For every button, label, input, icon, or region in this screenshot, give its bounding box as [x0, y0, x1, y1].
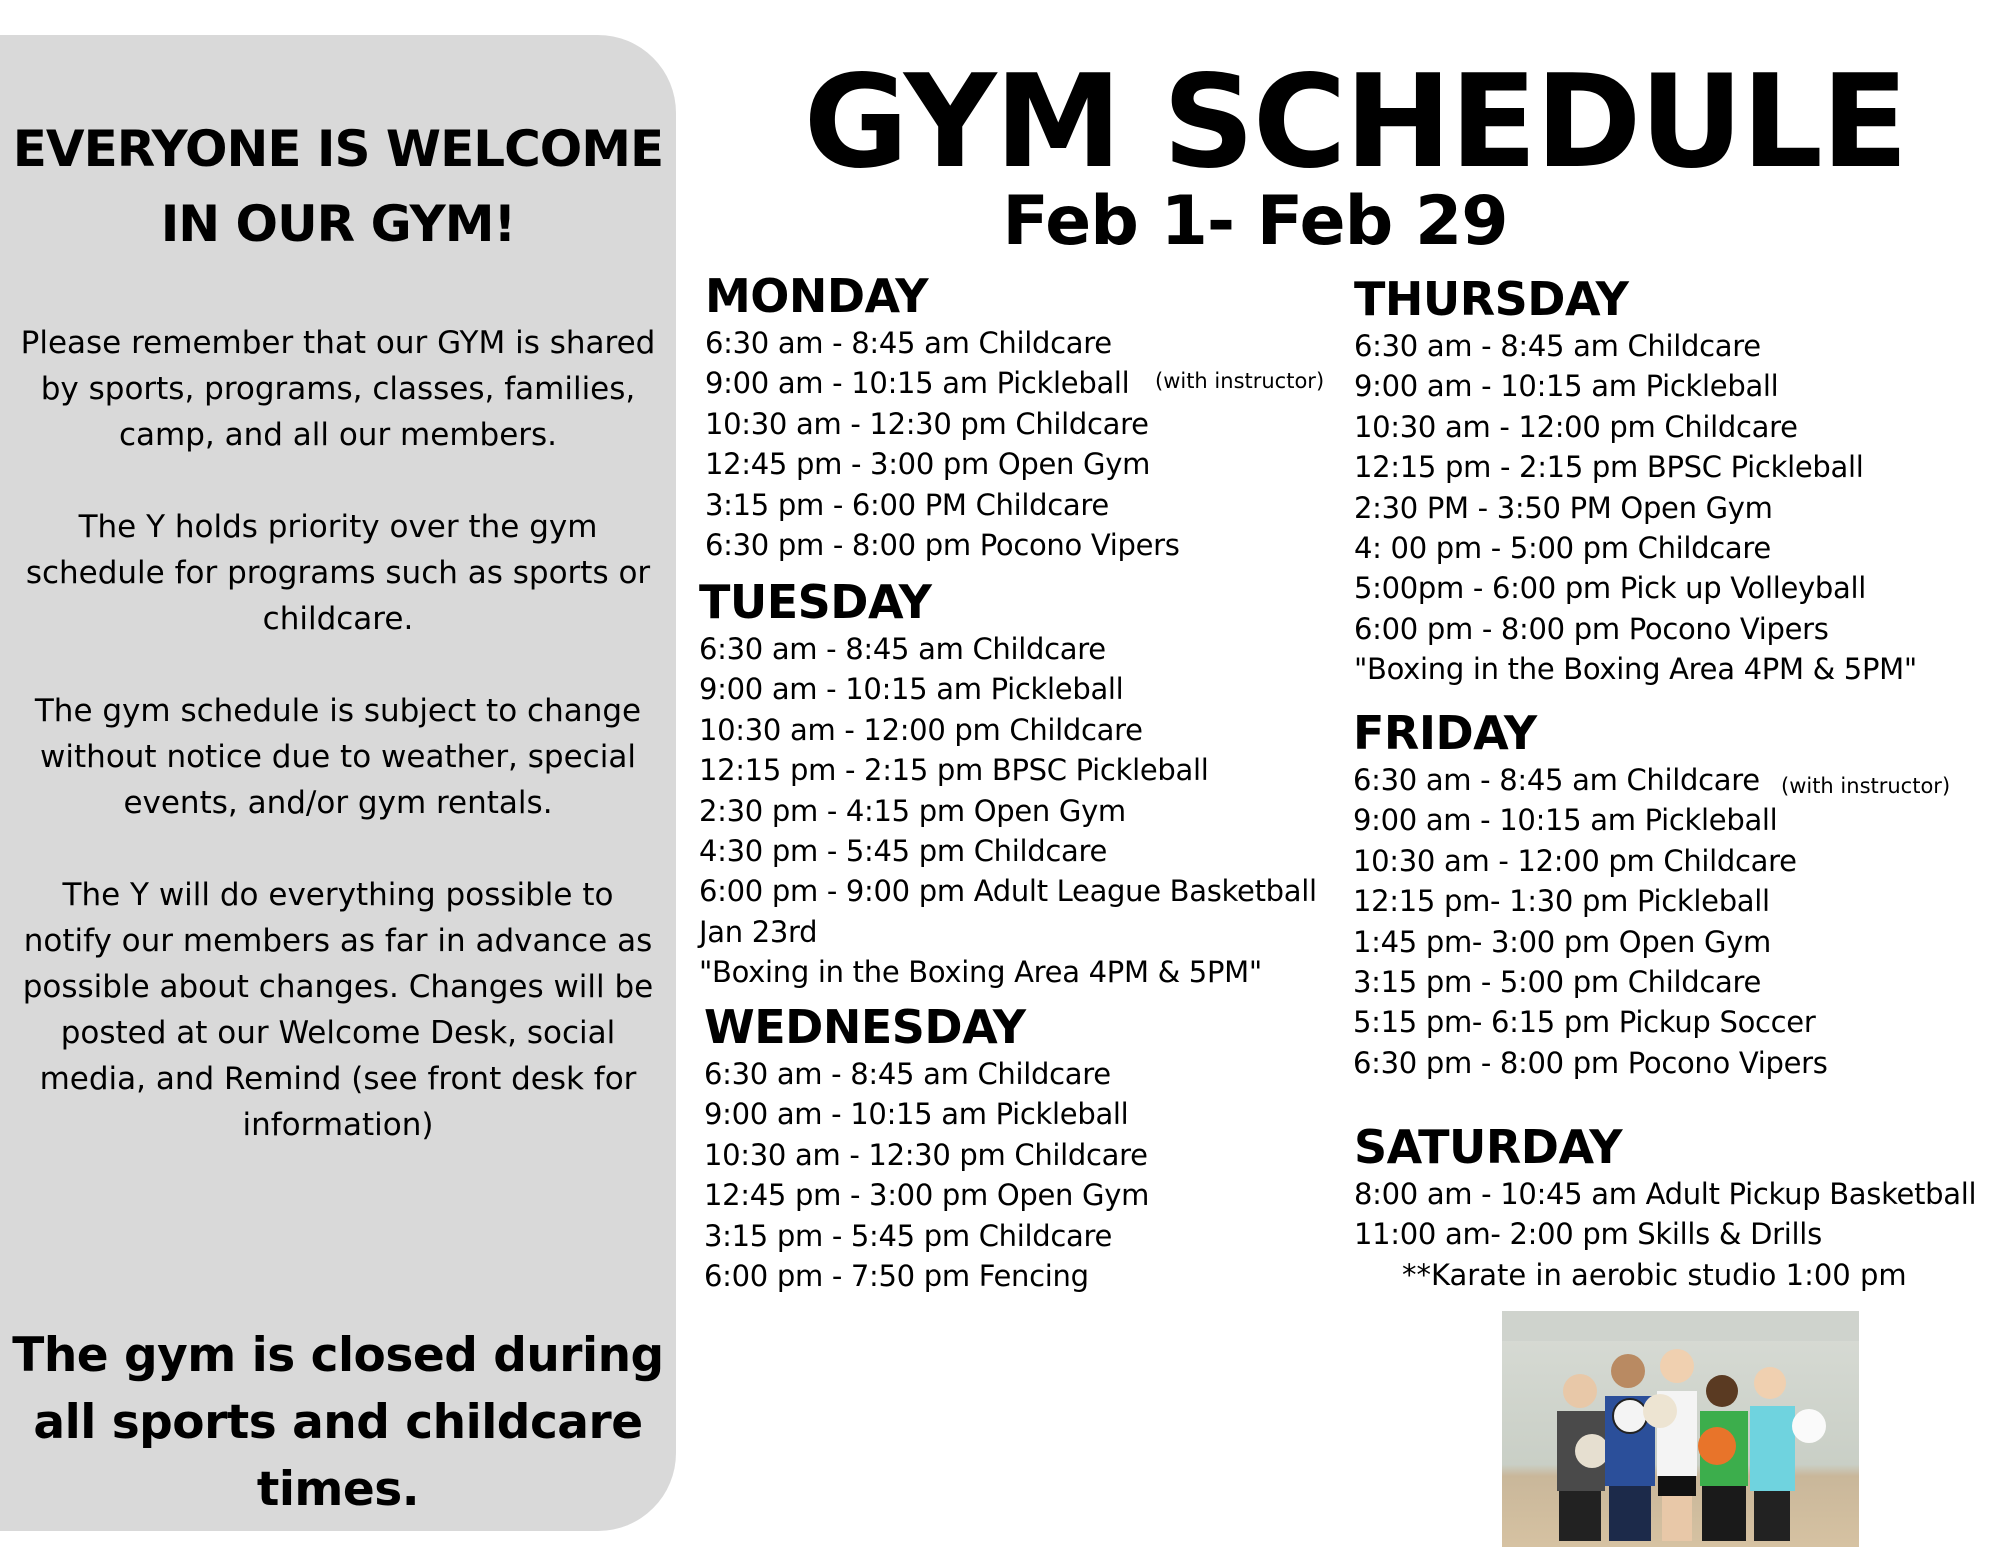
saturday-schedule-list	[1354, 1174, 1976, 1255]
closed-notice: The gym is closed during all sports and childcare times.	[12, 1328, 664, 1517]
schedule-item: 9:00 am - 10:15 am Pickleball	[1354, 369, 1779, 404]
day-monday	[705, 269, 1180, 565]
date-range: Feb 1- Feb 29	[1002, 182, 1508, 261]
schedule-item: 6:30 pm - 8:00 pm Pocono Vipers	[705, 528, 1180, 563]
wednesday-schedule-list	[704, 1054, 1149, 1296]
schedule-item: 10:30 am - 12:00 pm Childcare	[1353, 843, 1797, 878]
day-friday	[1353, 706, 1828, 1083]
welcome-line-2: IN OUR GYM!	[160, 195, 516, 253]
schedule-item: 12:45 pm - 3:00 pm Open Gym	[705, 447, 1151, 482]
schedule-item: 6:30 am - 8:45 am Childcare	[1354, 329, 1761, 363]
schedule-item: 6:30 am - 8:45 am Childcare	[1353, 763, 1760, 797]
karate-note: **Karate in aerobic studio 1:00 pm	[1402, 1257, 1907, 1292]
schedule-item: 1:45 pm- 3:00 pm Open Gym	[1353, 924, 1771, 959]
tuesday-heading: TUESDAY	[699, 575, 932, 629]
page-title: GYM SCHEDULE	[803, 48, 1907, 197]
schedule-item: 12:15 pm - 2:15 pm BPSC Pickleball	[1354, 450, 1864, 485]
schedule-item: 11:00 am- 2:00 pm Skills & Drills	[1354, 1217, 1822, 1252]
schedule-item: 6:00 pm - 8:00 pm Pocono Vipers	[1354, 611, 1829, 646]
schedule-item: 5:00pm - 6:00 pm Pick up Volleyball	[1354, 571, 1867, 606]
policy-paragraph: The Y holds priority over the gym schedule for programs such as sports or childcare.	[25, 509, 651, 637]
schedule-item: 10:30 am - 12:30 pm Childcare	[704, 1137, 1148, 1172]
monday-heading: MONDAY	[705, 269, 929, 323]
schedule-item: 8:00 am - 10:45 am Adult Pickup Basketball	[1354, 1177, 1977, 1211]
schedule-item: 12:15 pm - 2:15 pm BPSC Pickleball	[699, 753, 1209, 788]
day-wednesday	[704, 1000, 1149, 1296]
tuesday-schedule-list	[699, 629, 1317, 993]
schedule-item: 4:30 pm - 5:45 pm Childcare	[699, 834, 1108, 869]
schedule-item: 9:00 am - 10:15 am Pickleball	[705, 366, 1130, 401]
schedule-item: "Boxing in the Boxing Area 4PM & 5PM"	[1354, 652, 1917, 687]
kids-with-balls-photo	[1502, 1311, 1859, 1547]
schedule-item: 9:00 am - 10:15 am Pickleball	[699, 672, 1124, 707]
day-saturday	[1354, 1120, 1976, 1295]
schedule-item: 6:30 am - 8:45 am Childcare	[704, 1057, 1111, 1091]
friday-instructor-note: (with instructor)	[1781, 774, 1951, 798]
friday-heading: FRIDAY	[1353, 706, 1537, 760]
monday-instructor-note: (with instructor)	[1155, 369, 1325, 393]
schedule-item: 3:15 pm - 6:00 PM Childcare	[705, 487, 1109, 522]
schedule-item: 10:30 am - 12:00 pm Childcare	[1354, 409, 1798, 444]
schedule-item: 3:15 pm - 5:45 pm Childcare	[704, 1218, 1113, 1253]
schedule-item: "Boxing in the Boxing Area 4PM & 5PM"	[699, 955, 1262, 990]
policy-paragraph: Please remember that our GYM is shared by sports, programs, classes, families, camp, and all our members.	[20, 325, 656, 453]
schedule-item: 6:00 pm - 9:00 pm Adult League Basketball	[699, 874, 1317, 909]
schedule-item: 10:30 am - 12:00 pm Childcare	[699, 712, 1143, 747]
schedule-item: 12:15 pm- 1:30 pm Pickleball	[1353, 884, 1770, 919]
schedule-item: 6:30 am - 8:45 am Childcare	[705, 326, 1112, 360]
friday-schedule-list	[1353, 760, 1828, 1083]
policy-paragraph: The Y will do everything possible to notify our members as far in advance as possible about changes. Changes will be posted at our Welcome Desk, social media, and Remind (see front desk for information)	[22, 877, 654, 1143]
thursday-schedule-list	[1354, 326, 1917, 690]
schedule-item: 5:15 pm- 6:15 pm Pickup Soccer	[1353, 1005, 1816, 1040]
schedule-item: 6:30 pm - 8:00 pm Pocono Vipers	[1353, 1045, 1828, 1080]
schedule-item: 2:30 PM - 3:50 PM Open Gym	[1354, 490, 1773, 525]
wednesday-heading: WEDNESDAY	[704, 1000, 1026, 1054]
schedule-item: 10:30 am - 12:30 pm Childcare	[705, 406, 1149, 441]
welcome-heading	[0, 112, 676, 262]
welcome-line-1: EVERYONE IS WELCOME	[12, 120, 664, 178]
schedule-item: 6:30 am - 8:45 am Childcare	[699, 632, 1106, 666]
schedule-item: 4: 00 pm - 5:00 pm Childcare	[1354, 531, 1771, 566]
schedule-item: 9:00 am - 10:15 am Pickleball	[1353, 803, 1778, 838]
policy-paragraph: The gym schedule is subject to change without notice due to weather, special events, and/or gym rentals.	[34, 693, 642, 821]
schedule-item: 9:00 am - 10:15 am Pickleball	[704, 1097, 1129, 1132]
thursday-heading: THURSDAY	[1354, 272, 1629, 326]
day-tuesday	[699, 575, 1317, 993]
schedule-item: 12:45 pm - 3:00 pm Open Gym	[704, 1178, 1150, 1213]
schedule-item: 6:00 pm - 7:50 pm Fencing	[704, 1259, 1089, 1294]
schedule-item: Jan 23rd	[699, 914, 818, 949]
day-thursday	[1354, 272, 1917, 690]
schedule-item: 2:30 pm - 4:15 pm Open Gym	[699, 793, 1126, 828]
monday-schedule-list	[705, 323, 1180, 565]
policy-notes	[20, 320, 656, 1194]
schedule-item: 3:15 pm - 5:00 pm Childcare	[1353, 965, 1762, 1000]
saturday-heading: SATURDAY	[1354, 1120, 1623, 1174]
